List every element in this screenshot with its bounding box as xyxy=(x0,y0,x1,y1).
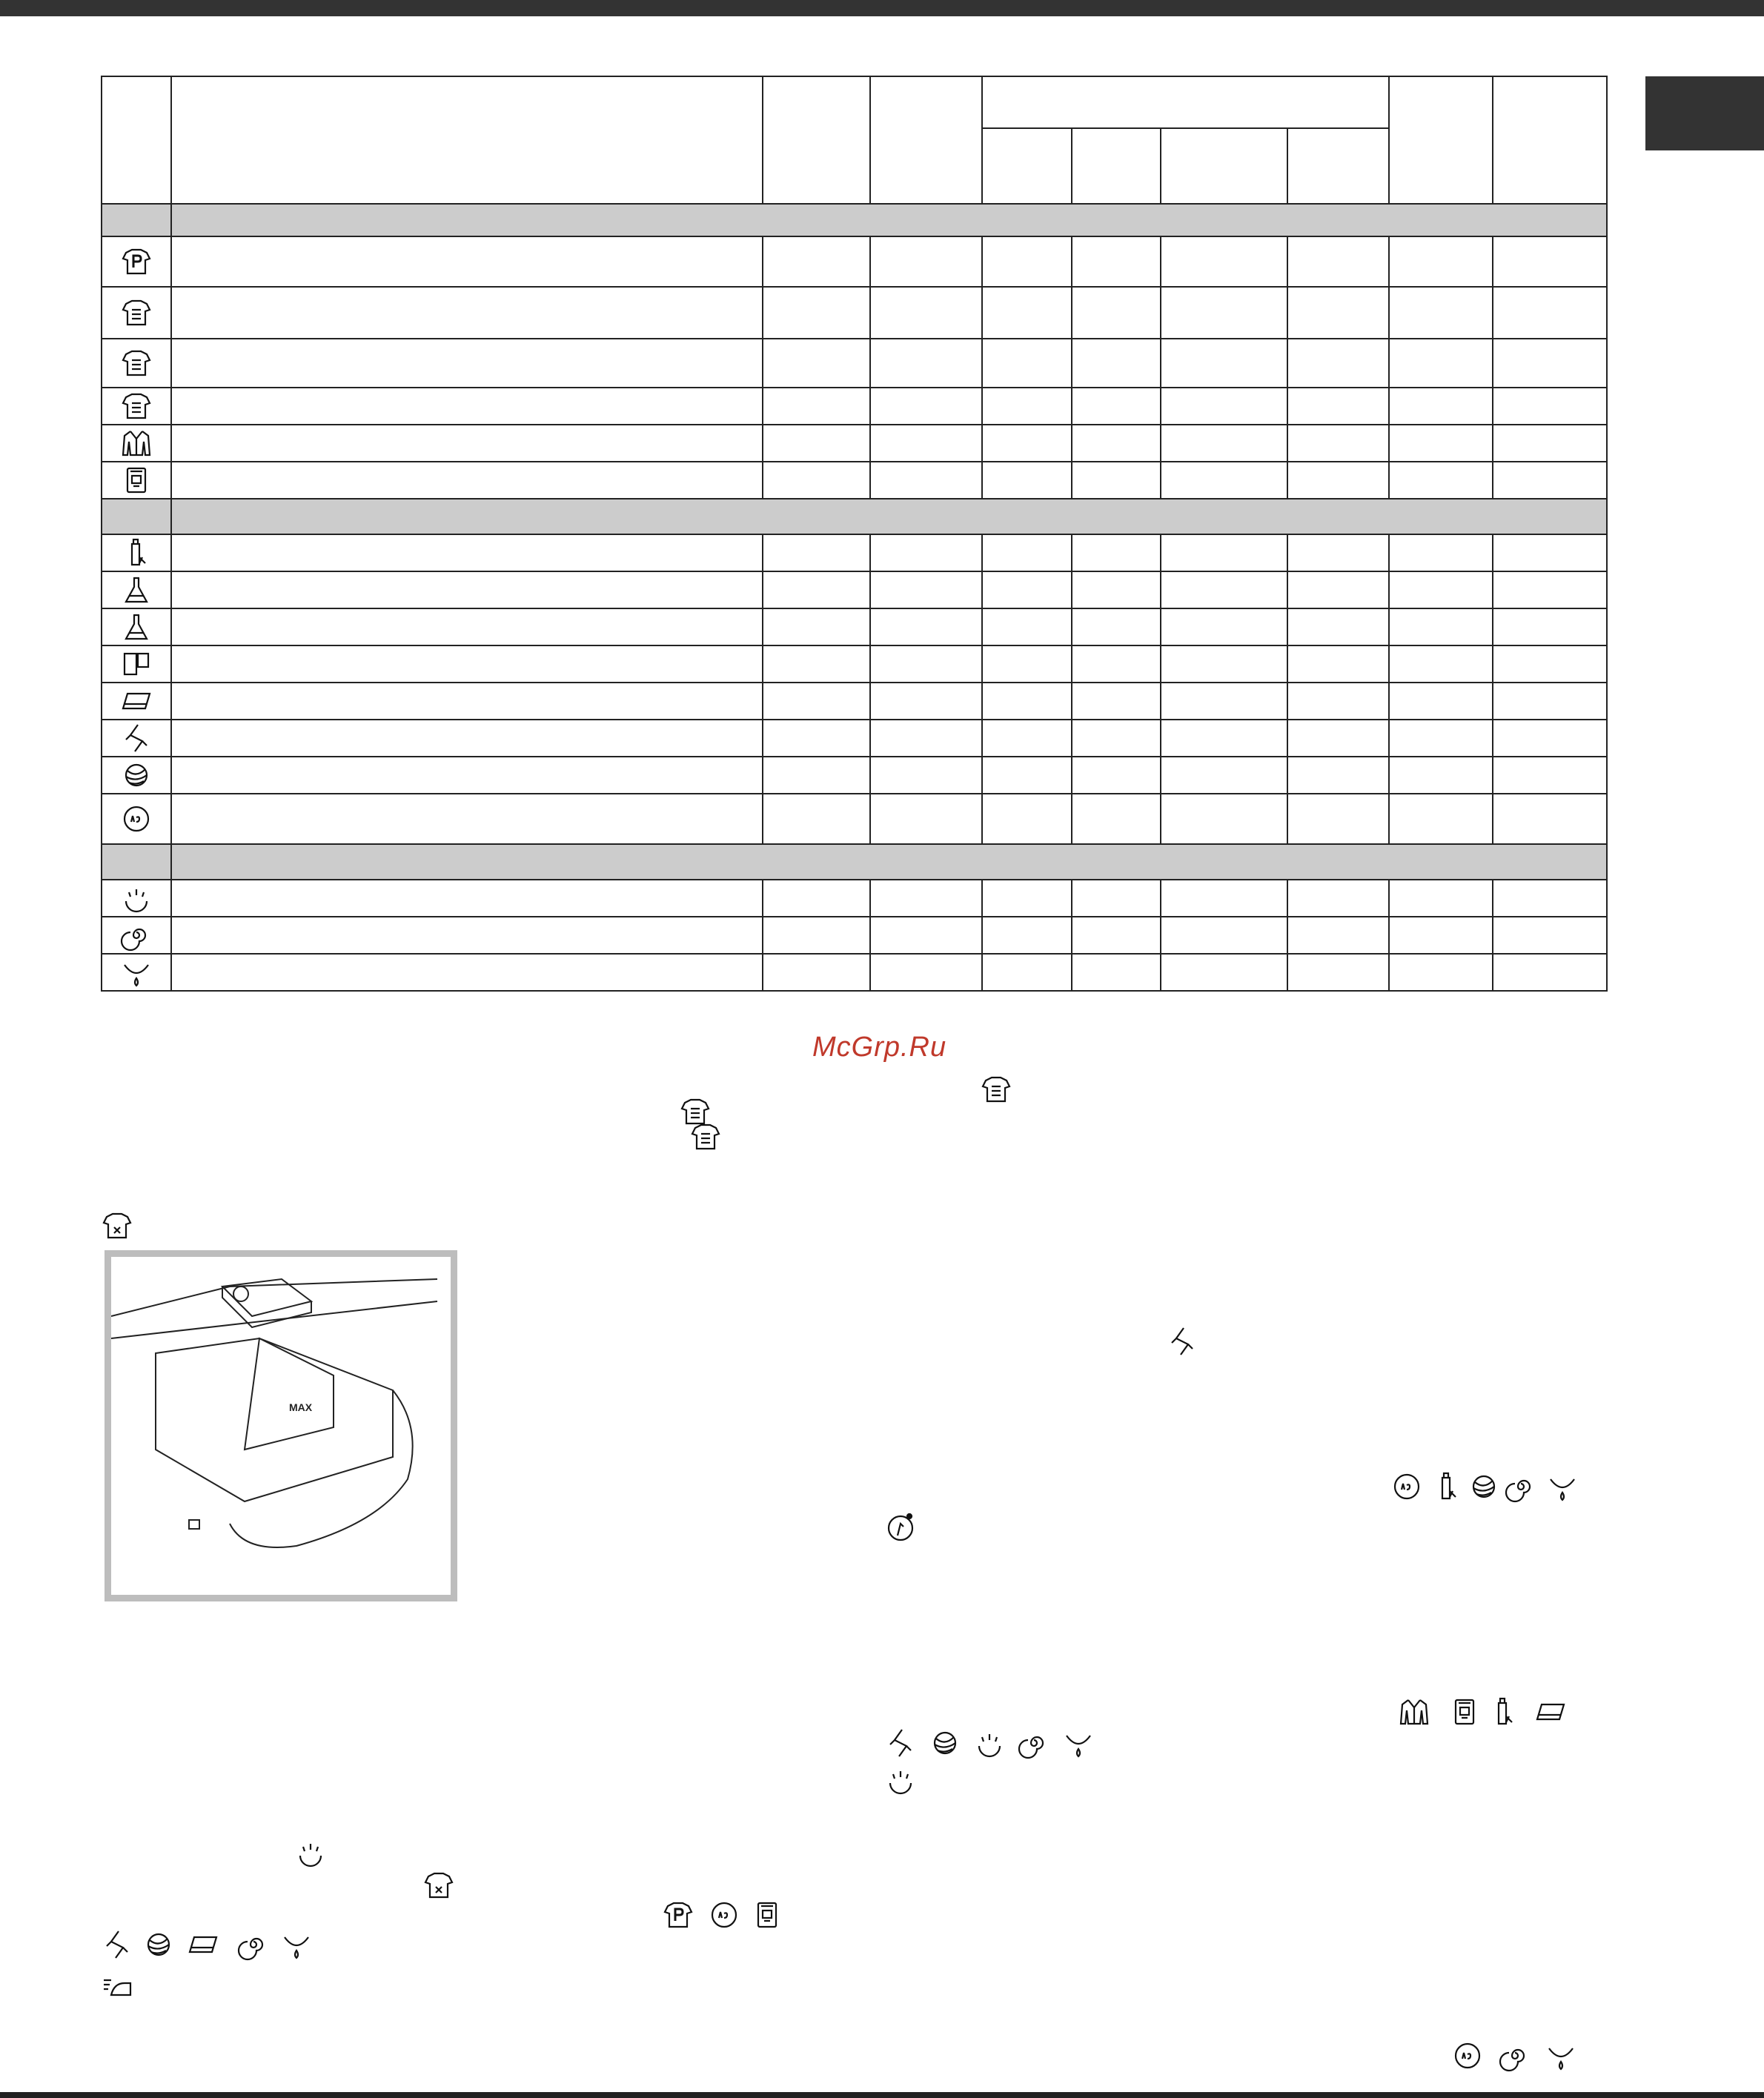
delicates-icon xyxy=(102,722,170,754)
delicates-icon xyxy=(1166,1325,1198,1358)
table-row xyxy=(102,880,1607,917)
table-section xyxy=(102,204,1607,236)
tshirt-p-icon xyxy=(662,1899,694,1931)
mix30-icon xyxy=(102,803,170,835)
table-header-row xyxy=(102,76,1607,128)
drain-icon xyxy=(1062,1727,1095,1759)
table-row xyxy=(102,388,1607,425)
delicates-icon xyxy=(101,1928,133,1961)
duvet-icon xyxy=(1534,1696,1567,1728)
duvet-icon xyxy=(102,685,170,717)
drain-icon xyxy=(102,956,170,989)
table-section xyxy=(102,499,1607,534)
tshirt-icon xyxy=(689,1121,722,1153)
mix30-icon xyxy=(708,1899,740,1931)
stain-tshirt-icon xyxy=(422,1869,455,1902)
detergent-drawer-illustration xyxy=(105,1250,457,1601)
programme-table xyxy=(101,76,1608,992)
spin-icon xyxy=(237,1928,270,1961)
timer-icon xyxy=(884,1510,917,1543)
jeans-icon xyxy=(102,464,170,497)
table-row xyxy=(102,608,1607,645)
towels-icon xyxy=(102,648,170,680)
wool-icon xyxy=(102,759,170,791)
tshirt-icon xyxy=(102,347,170,379)
baby-bottle-icon xyxy=(1430,1470,1463,1503)
drain-icon xyxy=(1546,1470,1579,1503)
table-row xyxy=(102,645,1607,683)
flask-icon xyxy=(102,574,170,606)
table-row xyxy=(102,757,1607,794)
mix30-icon xyxy=(1451,2039,1484,2072)
table-row xyxy=(102,287,1607,339)
tshirt-icon xyxy=(980,1073,1012,1106)
wool-icon xyxy=(929,1727,961,1759)
watermark[interactable]: McGrp.Ru xyxy=(812,1032,947,1063)
drain-icon xyxy=(280,1928,313,1961)
tshirt-icon xyxy=(102,390,170,422)
table-row xyxy=(102,425,1607,462)
rinse-icon xyxy=(294,1836,327,1869)
delicates-icon xyxy=(884,1727,917,1759)
drain-icon xyxy=(1545,2039,1577,2072)
wool-icon xyxy=(1468,1470,1500,1503)
rinse-icon xyxy=(973,1727,1006,1759)
table-row xyxy=(102,794,1607,844)
top-bar xyxy=(0,0,1764,16)
max-label: MAX xyxy=(289,1401,313,1413)
table-row xyxy=(102,462,1607,499)
tshirt-p-icon xyxy=(102,245,170,278)
table-section xyxy=(102,844,1607,880)
spin-icon xyxy=(1499,2039,1531,2072)
iron-icon xyxy=(101,1971,133,2004)
rinse-icon xyxy=(102,882,170,914)
flask-icon xyxy=(102,611,170,643)
spin-icon xyxy=(1018,1727,1050,1759)
table-row xyxy=(102,720,1607,757)
table-row xyxy=(102,683,1607,720)
baby-bottle-icon xyxy=(1487,1696,1519,1728)
language-tab xyxy=(1645,76,1764,150)
wool-icon xyxy=(142,1928,175,1961)
table-row xyxy=(102,236,1607,287)
bottom-bar xyxy=(0,2092,1764,2098)
jeans-icon xyxy=(1448,1696,1481,1728)
jacket-icon xyxy=(1398,1696,1430,1728)
duvet-icon xyxy=(187,1928,219,1961)
table-row xyxy=(102,339,1607,388)
table-row xyxy=(102,571,1607,608)
table-row xyxy=(102,534,1607,571)
table-row xyxy=(102,917,1607,954)
tshirt-icon xyxy=(102,296,170,329)
jeans-icon xyxy=(751,1899,783,1931)
spin-icon xyxy=(1505,1470,1537,1503)
spin-icon xyxy=(102,919,170,952)
baby-bottle-icon xyxy=(102,537,170,569)
stain-tshirt-icon xyxy=(101,1209,133,1242)
rinse-icon xyxy=(884,1764,917,1796)
mix30-icon xyxy=(1390,1470,1423,1503)
jacket-icon xyxy=(102,427,170,459)
table-row xyxy=(102,954,1607,991)
